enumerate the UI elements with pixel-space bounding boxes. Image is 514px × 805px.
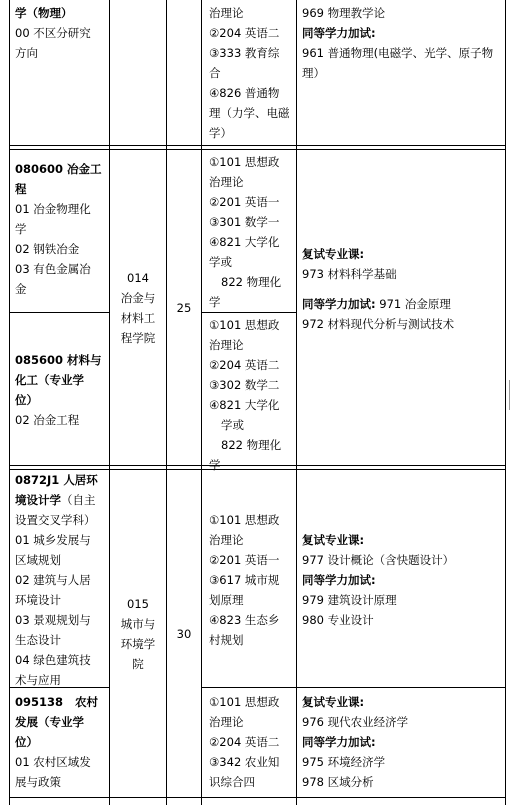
exam-item: ①101 思想政 (209, 318, 280, 332)
exam-item: 学或 (209, 255, 232, 269)
college-code: 014 (127, 270, 149, 285)
exam-item: ②204 英语二 (209, 735, 280, 749)
equiv-item: 972 材料现代分析与测试技术 (302, 317, 455, 331)
direction: 03 有色金属冶 (15, 262, 91, 276)
exam-item: 822 物理化 (221, 275, 282, 289)
direction: 04 绿色建筑技 (15, 653, 91, 667)
exam-item: ④823 生态乡 (209, 613, 280, 627)
major-name: 冶金工 (67, 162, 102, 176)
major-title (15, 692, 98, 712)
college-name: 材料工 (120, 310, 156, 325)
grid-line (9, 312, 110, 313)
major-name: 位） (15, 393, 38, 407)
college-name: 程学院 (120, 330, 156, 345)
exam-item: ②204 英语二 (209, 358, 280, 372)
grid-line (9, 0, 10, 805)
direction: 生态设计 (15, 633, 61, 647)
major-name: 位） (15, 735, 38, 749)
college-name: 院 (132, 657, 144, 671)
major-name: 农村 (75, 695, 99, 709)
exam-item: 治理论 (209, 715, 244, 729)
quota-015 (167, 470, 201, 798)
exam-item: 学） (209, 126, 232, 140)
direction: 区域规划 (15, 553, 61, 567)
exam-item: 822 物理化 (221, 438, 282, 452)
exam-item: ④821 大学化 (209, 398, 280, 412)
exam-item: ③333 教育综 (209, 46, 280, 60)
exam-item: ②201 英语一 (209, 553, 280, 567)
row5-major (15, 692, 98, 792)
equiv-item: 978 区域分析 (302, 775, 374, 789)
major-note: 设置交叉学科） (15, 513, 96, 527)
exam-item: 学 (209, 295, 221, 309)
major-code: 0872J1 (15, 473, 60, 487)
direction: 02 建筑与人居 (15, 573, 91, 587)
major-name: 材料与 (67, 353, 102, 367)
row5-retest (302, 692, 408, 792)
exam-item: 村规划 (209, 633, 244, 647)
equiv-title: 同等学力加试: (302, 735, 376, 749)
college-015 (110, 470, 166, 798)
exam-item: 划原理 (209, 593, 244, 607)
row1-exam (209, 3, 290, 143)
quota-014 (167, 150, 201, 465)
major-name: 境设计学 (15, 493, 61, 507)
direction: 术与应用 (15, 673, 61, 687)
major-name: 学（物理） (15, 6, 73, 20)
exam-item: ④826 普通物 (209, 86, 280, 100)
spacer (302, 284, 454, 294)
retest-title: 复试专业课: (302, 247, 365, 261)
row3-exam (209, 315, 281, 475)
row1-retest (302, 3, 493, 83)
equiv-title: 同等学力加试: (302, 297, 376, 311)
exam-item: ②201 英语一 (209, 195, 280, 209)
direction: 03 景观规划与 (15, 613, 91, 627)
exam-item: 理（力学、电磁 (209, 106, 290, 120)
exam-item: ①101 思想政 (209, 695, 280, 709)
grid-line (505, 0, 506, 805)
exam-item: 合 (209, 66, 221, 80)
grid-line (201, 0, 202, 805)
retest-item: 973 材料科学基础 (302, 267, 397, 281)
retest-item: 977 设计概论（含快题设计） (302, 553, 455, 567)
major-title (15, 350, 102, 370)
row3-major (15, 350, 102, 430)
college-name: 环境学 (120, 637, 156, 651)
exam-item: ①101 思想政 (209, 155, 280, 169)
college-code: 015 (127, 597, 149, 611)
college-014 (110, 150, 166, 465)
retest-item: 969 物理教学论 (302, 6, 386, 20)
exam-item: ②204 英语二 (209, 26, 280, 40)
grid-line (9, 149, 506, 150)
quota-value: 30 (176, 627, 192, 641)
grid-line (296, 0, 297, 805)
row5-exam (209, 692, 279, 792)
retest-title: 复试专业课: (302, 695, 365, 709)
major-title (15, 159, 102, 179)
exam-item: 学 (209, 458, 221, 472)
exam-item: 治理论 (209, 6, 244, 20)
direction: 学 (15, 222, 27, 236)
major-name: 人居环 (63, 473, 98, 487)
major-code: 085600 (15, 353, 64, 367)
exam-item: 识综合四 (209, 775, 255, 789)
row4-retest (302, 530, 454, 630)
major-name: 发展（专业学 (15, 715, 84, 729)
exam-item: ③342 农业知 (209, 755, 280, 769)
row2-retest (302, 244, 454, 334)
direction: 02 冶金工程 (15, 413, 80, 427)
row4-major (15, 470, 98, 690)
quota-value: 25 (176, 300, 192, 315)
grid-line (9, 145, 506, 146)
direction: 01 农村区域发 (15, 755, 91, 769)
equiv-title: 同等学力加试: (302, 573, 376, 587)
direction: 环境设计 (15, 593, 61, 607)
college-name: 城市与 (120, 617, 156, 631)
equiv-item: 理） (302, 66, 325, 80)
major-name: 程 (15, 182, 27, 196)
retest-item: 976 现代农业经济学 (302, 715, 409, 729)
exam-item: ④821 大学化 (209, 235, 280, 249)
major-name-line (15, 490, 98, 510)
equiv-title: 同等学力加试: (302, 26, 376, 40)
major-code: 095138 (15, 695, 64, 709)
equiv-item: 979 建筑设计原理 (302, 593, 397, 607)
direction: 方向 (15, 46, 38, 60)
row1-major (15, 3, 91, 63)
row4-exam (209, 510, 279, 650)
row2-major (15, 159, 102, 299)
scroll-indicator (509, 380, 510, 410)
equiv-item: 980 专业设计 (302, 613, 374, 627)
grid-line (201, 687, 506, 688)
major-title (15, 470, 98, 490)
exam-item: 学或 (221, 418, 244, 432)
major-note: （自主 (61, 493, 96, 507)
exam-item: ③301 数学一 (209, 215, 280, 229)
grid-line (9, 797, 506, 798)
row2-exam (209, 152, 281, 312)
major-code: 080600 (15, 162, 64, 176)
retest-title: 复试专业课: (302, 533, 365, 547)
exam-item: ①101 思想政 (209, 513, 280, 527)
exam-item: ③617 城市规 (209, 573, 280, 587)
exam-item: 治理论 (209, 175, 244, 189)
equiv-item: 961 普通物理(电磁学、光学、原子物 (302, 46, 494, 60)
exam-item: 治理论 (209, 533, 244, 547)
direction: 金 (15, 282, 27, 296)
exam-item: 治理论 (209, 338, 244, 352)
equiv-line (302, 294, 454, 314)
direction: 01 冶金物理化 (15, 202, 91, 216)
direction: 00 不区分研究 (15, 26, 91, 40)
major-name: 化工（专业学 (15, 373, 84, 387)
grid-line (201, 312, 297, 313)
direction: 01 城乡发展与 (15, 533, 91, 547)
exam-item: ③302 数学二 (209, 378, 280, 392)
college-name: 冶金与 (120, 290, 156, 305)
equiv-item: 975 环境经济学 (302, 755, 386, 769)
equiv-item: 971 冶金原理 (379, 297, 451, 311)
direction: 02 钢铁冶金 (15, 242, 80, 256)
direction: 展与政策 (15, 775, 61, 789)
